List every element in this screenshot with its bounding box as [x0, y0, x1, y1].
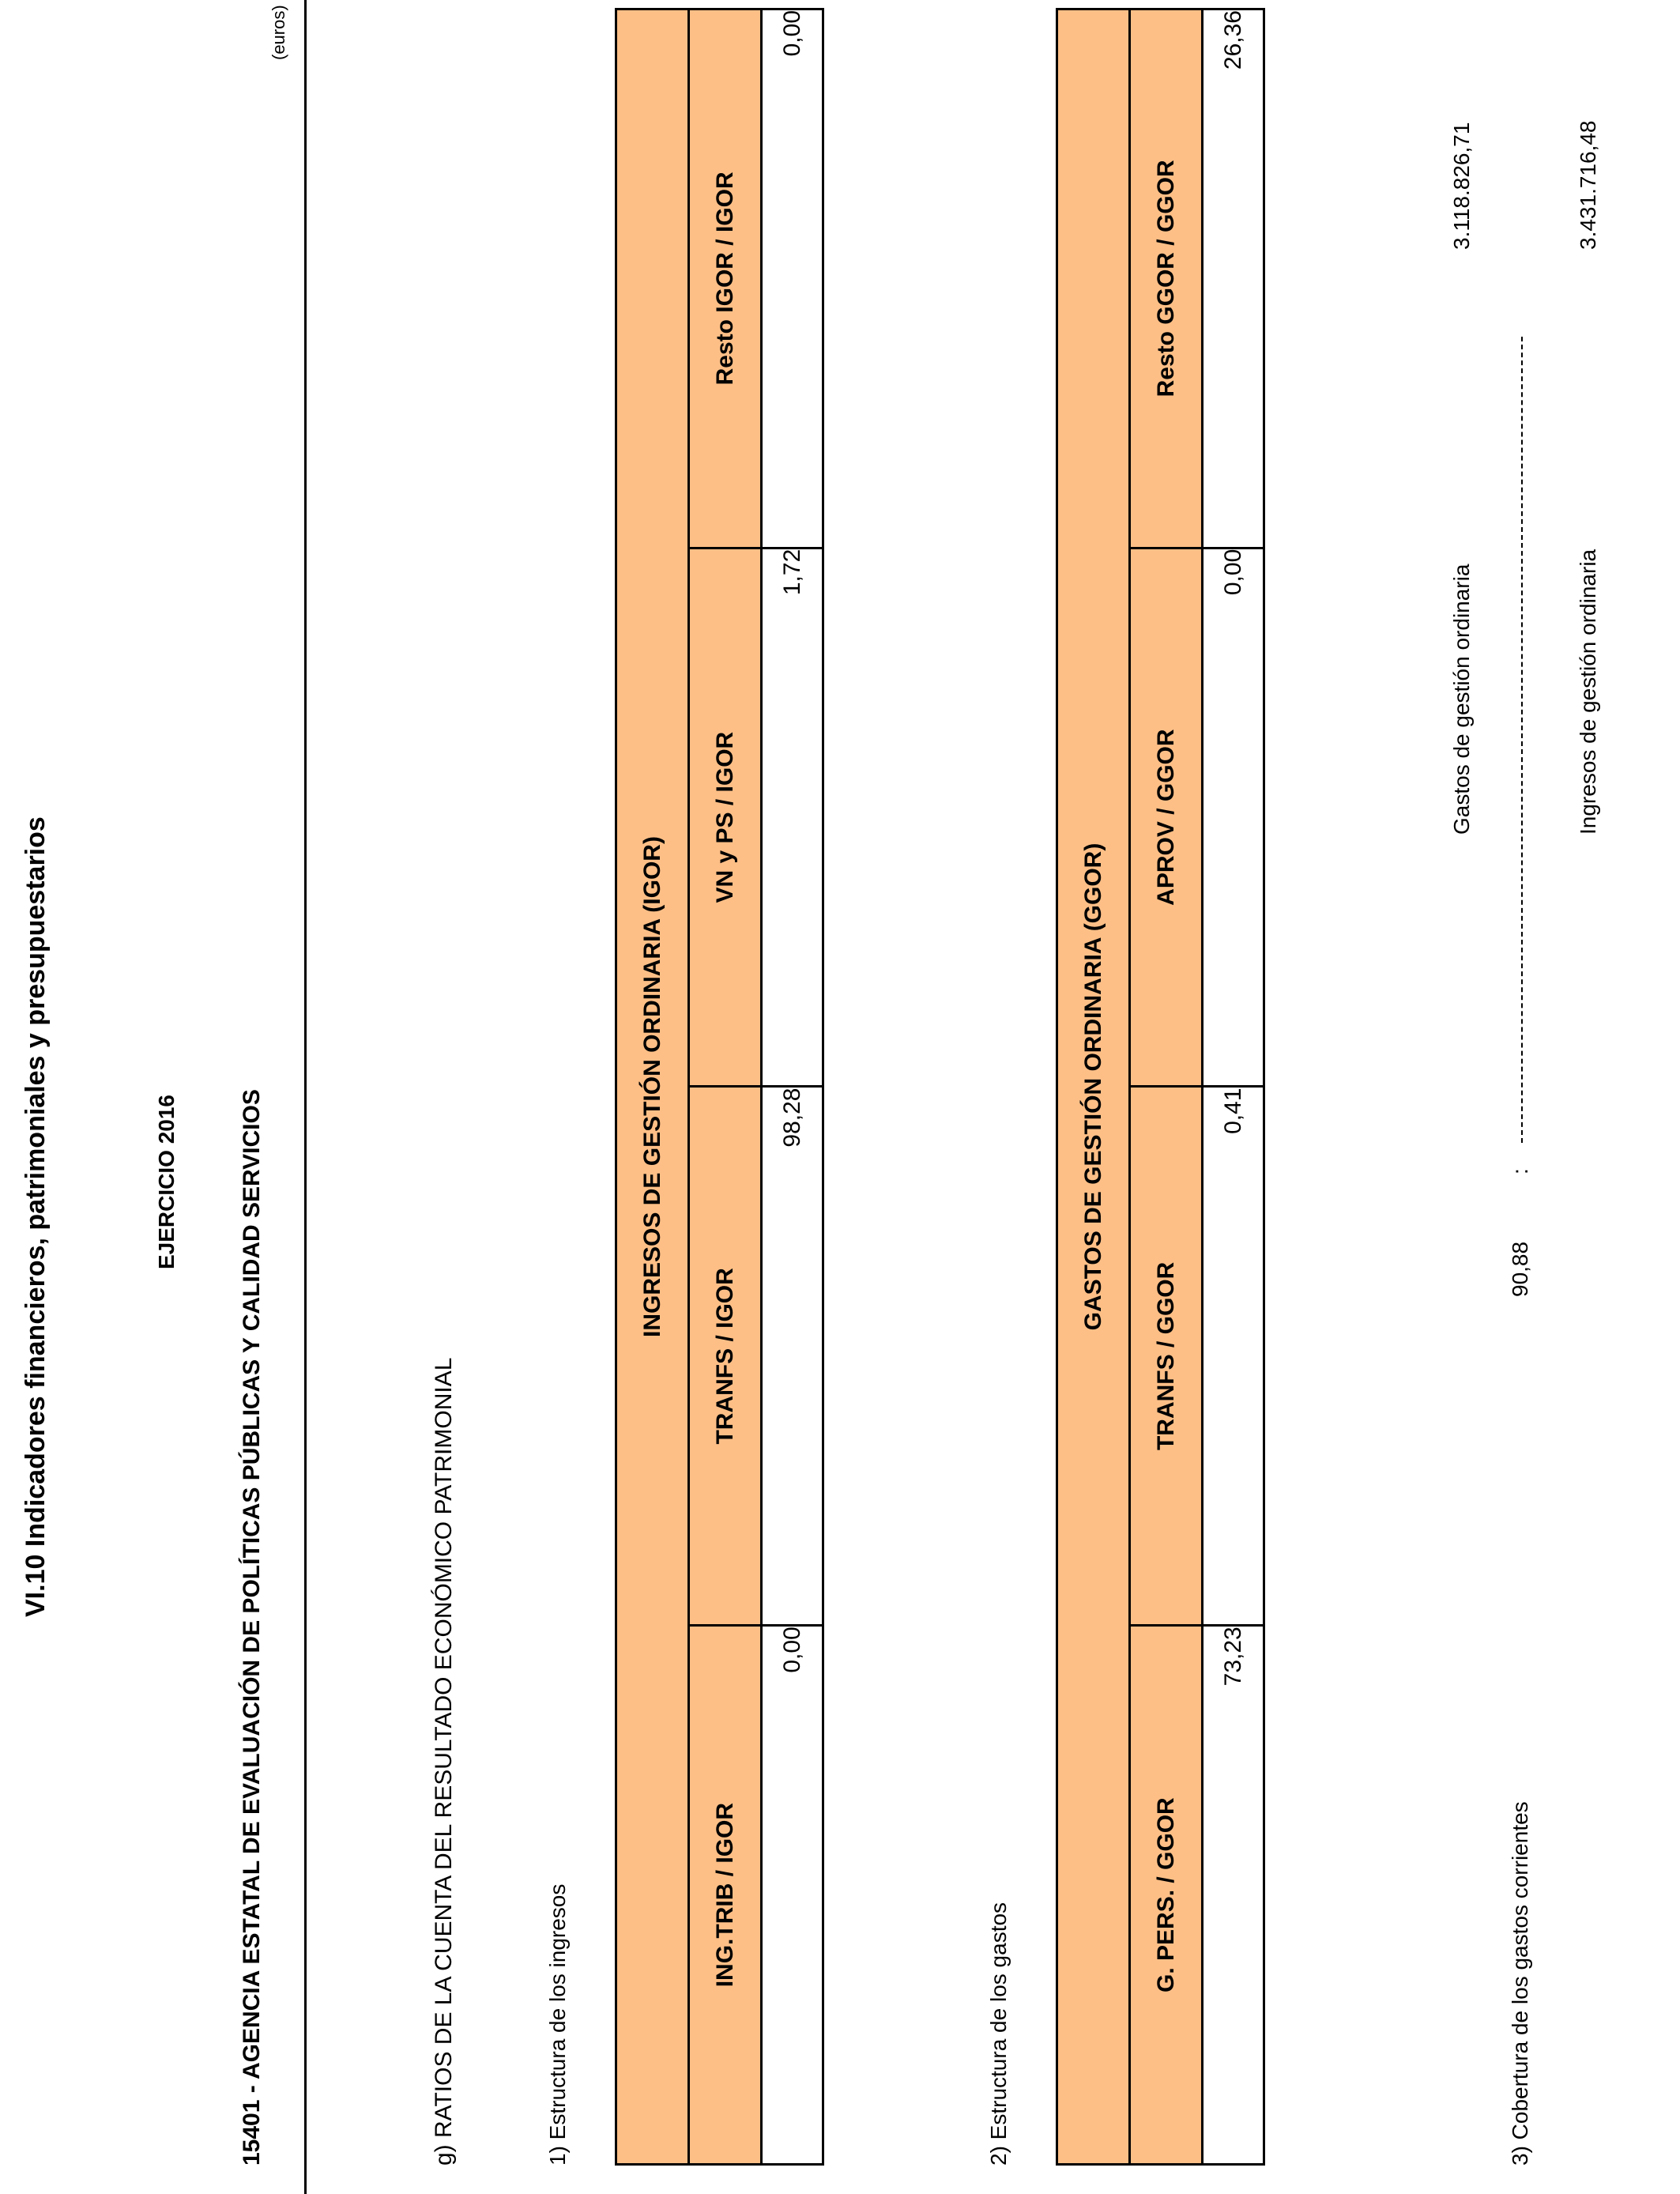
gastos-value: 0,41: [1203, 1087, 1264, 1626]
ingresos-col-header: TRANFS / IGOR: [689, 1087, 762, 1626]
ingresos-col-header: ING.TRIB / IGOR: [689, 1626, 762, 2165]
numerator-value: 3.118.826,71: [1449, 122, 1474, 250]
ingresos-value: 0,00: [762, 9, 823, 548]
denominator-value: 3.431.716,48: [1576, 120, 1600, 250]
gastos-col-header: TRANFS / GGOR: [1130, 1087, 1203, 1626]
entity-name: 15401 - AGENCIA ESTATAL DE EVALUACIÓN DE POLÍTICAS PÚBLICAS Y CALIDAD SERVICIOS: [239, 1089, 265, 2166]
fraction-divider: [1521, 337, 1523, 1143]
header-divider: [304, 0, 307, 2194]
ingresos-value: 98,28: [762, 1087, 823, 1626]
ingresos-value: 1,72: [762, 548, 823, 1087]
cobertura-separator: :: [1508, 1168, 1532, 1174]
ingresos-col-header: VN y PS / IGOR: [689, 548, 762, 1087]
ingresos-table-title: INGRESOS DE GESTIÓN ORDINARIA (IGOR): [616, 9, 689, 2165]
fiscal-year: EJERCICIO 2016: [154, 1095, 179, 1269]
gastos-label: 2) Estructura de los gastos: [986, 1902, 1011, 2166]
ingresos-table: [615, 8, 824, 2166]
gastos-value: 0,00: [1203, 548, 1264, 1087]
denominator-label: Ingresos de gestión ordinaria: [1576, 548, 1600, 835]
cobertura-value: 90,88: [1508, 1241, 1532, 1297]
units-label: (euros): [269, 5, 288, 60]
section-title: g) RATIOS DE LA CUENTA DEL RESULTADO ECONÓMICO PATRIMONIAL: [431, 1357, 457, 2166]
ingresos-label: 1) Estructura de los ingresos: [545, 1883, 570, 2166]
gastos-table: [1056, 8, 1265, 2166]
gastos-value: 26,36: [1203, 9, 1264, 548]
gastos-col-header: G. PERS. / GGOR: [1130, 1626, 1203, 2165]
numerator-label: Gastos de gestión ordinaria: [1449, 564, 1474, 835]
ingresos-value: 0,00: [762, 1626, 823, 2165]
gastos-value: 73,23: [1203, 1626, 1264, 2165]
gastos-col-header: APROV / GGOR: [1130, 548, 1203, 1087]
ingresos-col-header: Resto IGOR / IGOR: [689, 9, 762, 548]
gastos-col-header: Resto GGOR / GGOR: [1130, 9, 1203, 548]
cobertura-label: 3) Cobertura de los gastos corrientes: [1508, 1801, 1532, 2166]
report-title: VI.10 Indicadores financieros, patrimoniales y presupuestarios: [21, 816, 51, 1617]
gastos-table-title: GASTOS DE GESTIÓN ORDINARIA (GGOR): [1057, 9, 1130, 2165]
